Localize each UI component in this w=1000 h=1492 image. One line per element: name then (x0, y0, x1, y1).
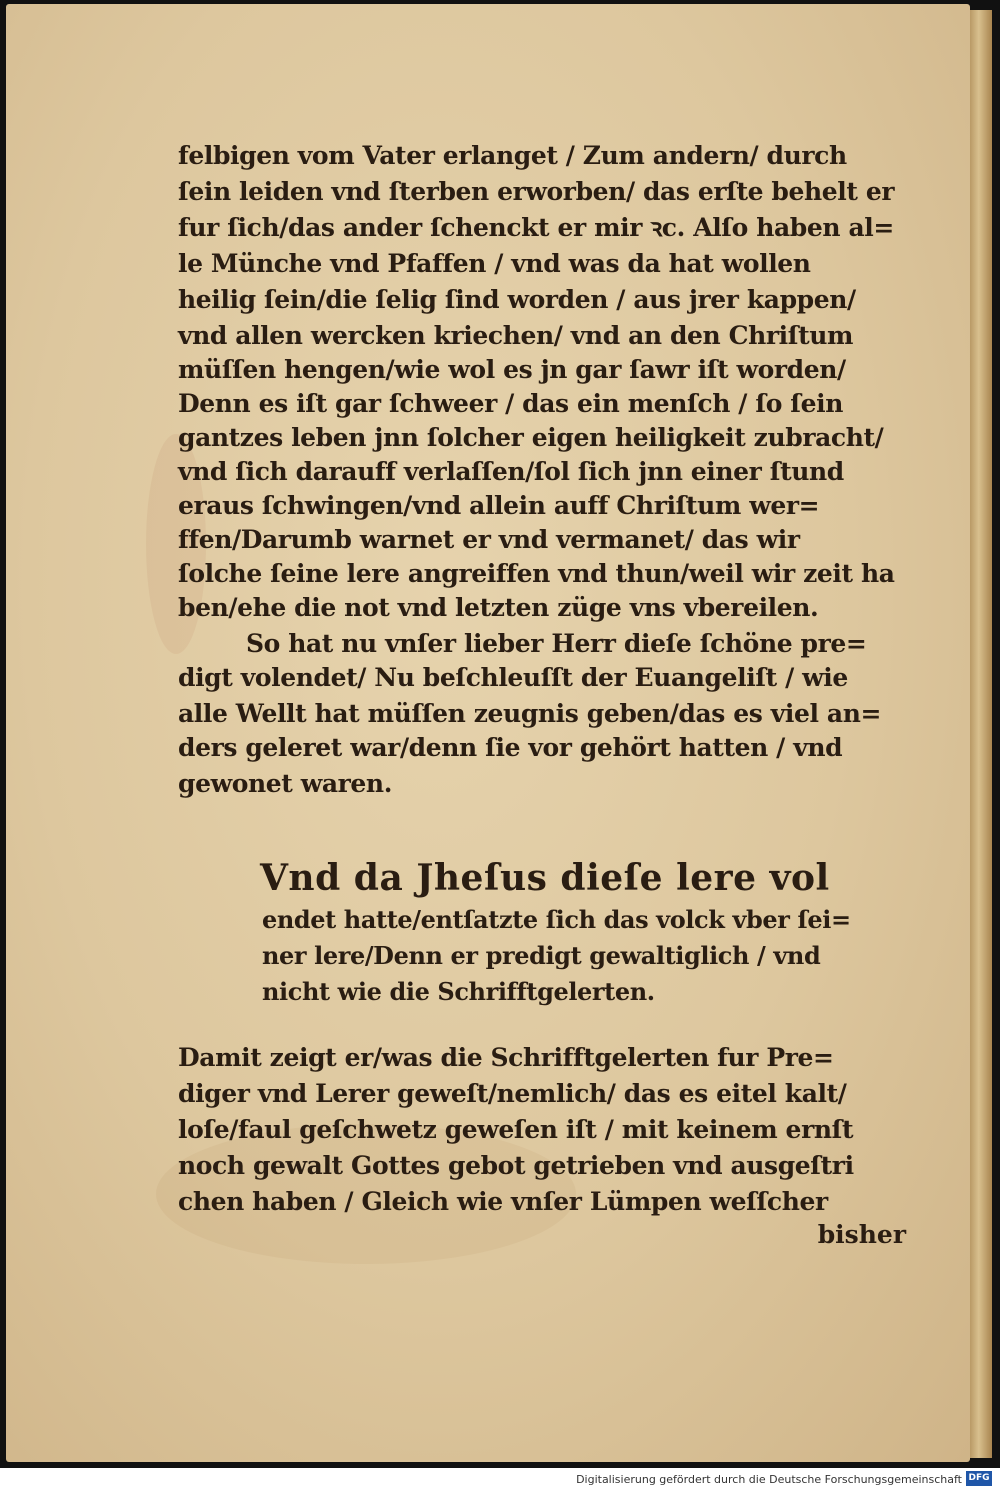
text-line: ſolche ſeine lere angreiffen vnd thun/weil wir zeit ha (178, 559, 895, 588)
dfg-logo: DFG (966, 1471, 992, 1486)
scripture-line: endet hatte/entſatzte ſich das volck vber ſei= (262, 905, 851, 934)
text-line: noch gewalt Gottes gebot getrieben vnd ausgeſtri (178, 1151, 854, 1180)
page-edge (970, 10, 992, 1458)
text-line: ſein leiden vnd ſterben erworben/ das erſte behelt er (178, 177, 895, 206)
text-line: chen haben / Gleich wie vnſer Lümpen weſſcher (178, 1187, 828, 1216)
text-line: vnd ſich darauff verlaſſen/ſol ſich jnn einer ſtund (178, 457, 844, 486)
scripture-heading: Vnd da Jheſus dieſe lere vol (260, 857, 830, 899)
text-line: gewonet waren. (178, 769, 392, 798)
text-line: heilig ſein/die ſelig ſind worden / aus jrer kappen/ (178, 285, 856, 314)
text-line: felbigen vom Vater erlanget / Zum andern/ durch (178, 141, 847, 170)
text-line: le Münche vnd Pfaffen / vnd was da hat wollen (178, 249, 811, 278)
text-line: vnd allen wercken kriechen/ vnd an den Chriſtum (178, 321, 854, 350)
text-line: So hat nu vnſer lieber Herr dieſe ſchöne pre= (246, 629, 867, 658)
text-line: ffen/Darumb warnet er vnd vermanet/ das wir (178, 525, 800, 554)
scripture-line: nicht wie die Schrifftgelerten. (262, 977, 655, 1006)
text-line: Damit zeigt er/was die Schrifftgelerten fur Pre= (178, 1043, 834, 1072)
scripture-line: ner lere/Denn er predigt gewaltiglich / vnd (262, 941, 821, 970)
text-line: digt volendet/ Nu beſchleuſſt der Euangeliſt / wie (178, 663, 848, 692)
text-line: loſe/faul geſchwetz geweſen iſt / mit keinem ernſt (178, 1115, 854, 1144)
text-line: diger vnd Lerer geweſt/nemlich/ das es eitel kalt/ (178, 1079, 847, 1108)
text-line: alle Wellt hat müſſen zeugnis geben/das es viel an= (178, 699, 882, 728)
text-line: gantzes leben jnn ſolcher eigen heiligkeit zubracht/ (178, 423, 884, 452)
text-line: ders geleret war/denn ſie vor gehört hatten / vnd (178, 733, 843, 762)
footer-credit: Digitalisierung gefördert durch die Deutsche Forschungsgemeinschaft (576, 1473, 962, 1486)
text-line: eraus ſchwingen/vnd allein auff Chriſtum wer= (178, 491, 820, 520)
text-line: Denn es iſt gar ſchweer / das ein menſch / ſo ſein (178, 389, 844, 418)
text-line: ben/ehe die not vnd letzten züge vns vbereilen. (178, 593, 819, 622)
text-line: müſſen hengen/wie wol es jn gar ſawr iſt worden/ (178, 355, 846, 384)
catchword: bisher (817, 1220, 906, 1249)
text-line: fur ſich/das ander ſchenckt er mir ꝛc. Alſo haben al= (178, 213, 894, 242)
